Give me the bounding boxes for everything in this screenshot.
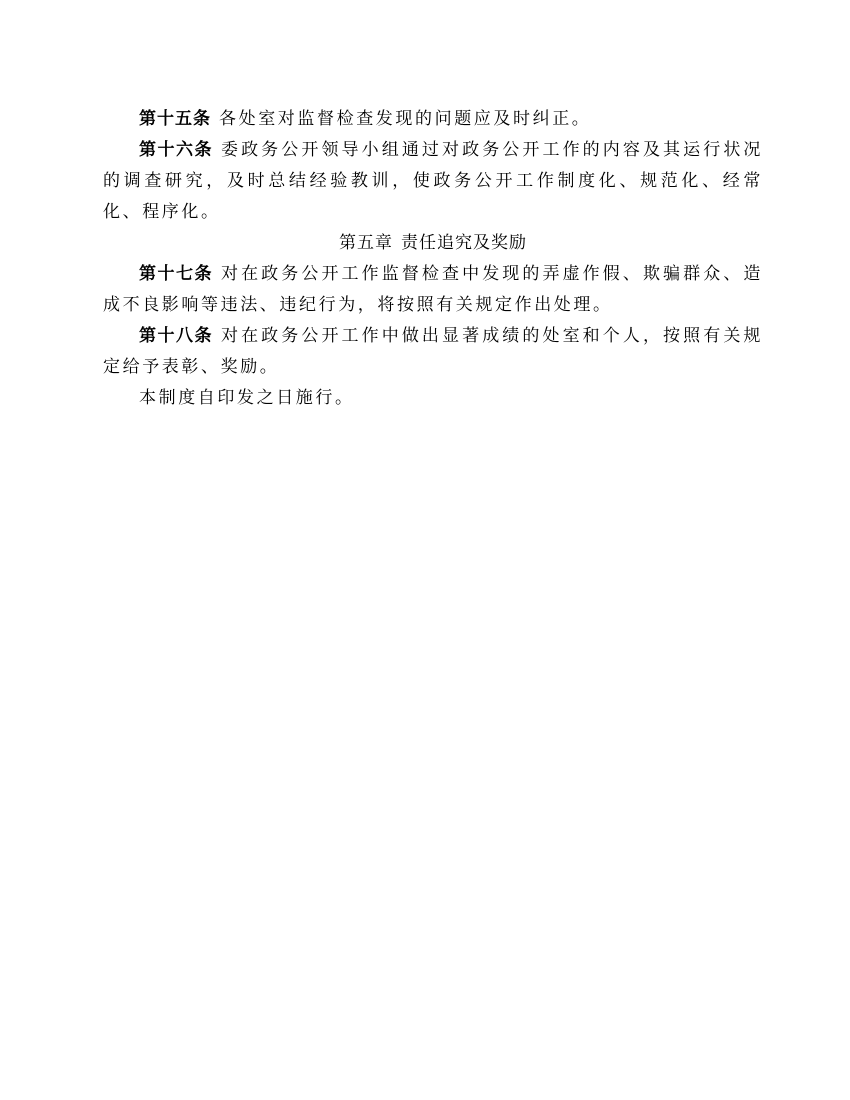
closing-text: 本制度自印发之日施行。 [139,388,355,408]
article-18-paragraph [103,321,763,383]
article-17-heading: 第十七条 [139,264,213,284]
chapter-heading [103,228,763,259]
chapter-number: 第五章 [339,233,393,253]
article-15-paragraph [103,104,763,135]
document-page [103,104,763,414]
article-17-paragraph [103,259,763,321]
chapter-title: 责任追究及奖励 [401,233,527,253]
article-18-heading: 第十八条 [139,326,213,346]
article-17-text: 对在政务公开工作监督检查中发现的弄虚作假、欺骗群众、造成不良影响等违法、违纪行为，将按照有关规定作出处理。 [103,264,764,315]
article-15-text: 各处室对监督检查发现的问题应及时纠正。 [219,109,592,129]
article-16-heading: 第十六条 [139,140,213,160]
article-16-text: 委政务公开领导小组通过对政务公开工作的内容及其运行状况的调查研究，及时总结经验教训，使政务公开工作制度化、规范化、经常化、程序化。 [103,140,764,222]
article-18-text: 对在政务公开工作中做出显著成绩的处室和个人，按照有关规定给予表彰、奖励。 [103,326,764,377]
article-16-paragraph [103,135,763,228]
closing-paragraph [103,383,763,414]
article-15-heading: 第十五条 [139,109,211,129]
